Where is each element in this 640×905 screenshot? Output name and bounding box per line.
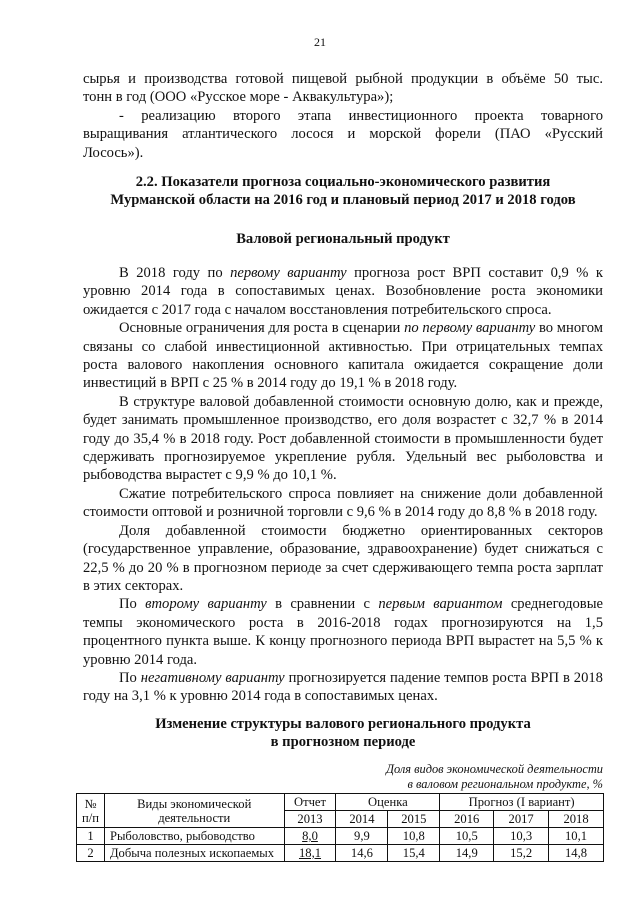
row-value: 18,1	[284, 845, 336, 862]
paragraph: По второму варианту в сравнении с первым вариантом среднегодовые темпы экономического роста в 2016-2018 годах прогнозируются на 1,5 процентного пункта выше. К концу прогнозного периода ВРП вырастет на 5,5 % к уровню 2014 года.	[83, 596, 603, 668]
header-year: 2015	[388, 811, 440, 828]
intro-line: тонн в год (ООО «Русское море - Аквакультура»);	[83, 89, 394, 106]
header-year: 2013	[284, 811, 336, 828]
header-year: 2017	[494, 811, 549, 828]
paragraph: Основные ограничения для роста в сценарии по первому варианту во многом связаны со слабой инвестиционной активностью. При отрицательных темпах роста валового накопления основного капитала ожидается сокращение доли инвестиций в ВРП с 25 % в 2014 году до 19,1 % в 2018 году.	[83, 320, 603, 392]
table-row	[77, 845, 604, 862]
row-value: 10,5	[440, 828, 494, 845]
row-value: 15,2	[494, 845, 549, 862]
table-title	[83, 715, 603, 752]
paragraph: Сжатие потребительского спроса повлияет на снижение доли добавленной стоимости оптовой и розничной торговли с 9,6 % в 2014 году до 8,8 % в 2018 году.	[83, 485, 603, 521]
page-number: 21	[314, 35, 326, 49]
intro-line: - реализацию второго этапа инвестиционного проекта товарного	[119, 107, 603, 124]
row-value: 15,4	[388, 845, 440, 862]
table-caption-line: в валовом региональном продукте, %	[407, 777, 603, 791]
table-title-line: в прогнозном периоде	[270, 734, 416, 751]
table-caption-line: Доля видов экономической деятельности	[386, 762, 603, 776]
row-value: 10,1	[549, 828, 604, 845]
intro-line: сырья и производства готовой пищевой рыбной продукции в объёме 50 тыс.	[83, 71, 603, 87]
row-value: 14,9	[440, 845, 494, 862]
table-row	[77, 828, 604, 845]
header-year: 2016	[440, 811, 494, 828]
row-activity: Добыча полезных ископаемых	[104, 845, 284, 862]
section-title	[83, 173, 603, 210]
row-number: 2	[77, 845, 105, 862]
row-value: 14,6	[336, 845, 388, 862]
header-estimate: Оценка	[336, 794, 440, 811]
row-value: 9,9	[336, 828, 388, 845]
section-title-line: 2.2. Показатели прогноза социально-экономического развития	[135, 174, 551, 190]
paragraph: В 2018 году по первому варианту прогноза рост ВРП составит 0,9 % к уровню 2014 года в сопоставимых ценах. Возобновление роста экономики ожидается с 2017 года с началом восстановления потребительского спроса.	[83, 265, 603, 318]
table-title-line: Изменение структуры валового регионального продукта	[155, 716, 531, 732]
structure-table	[76, 793, 604, 862]
paragraph: По негативному варианту прогнозируется падение темпов роста ВРП в 2018 году на 3,1 % к уровню 2014 года в сопоставимых ценах.	[83, 669, 603, 705]
row-value: 8,0	[284, 828, 336, 845]
intro-line: Лосось»).	[83, 144, 144, 161]
body-text	[83, 264, 603, 706]
intro-text	[83, 70, 603, 162]
row-value: 10,8	[388, 828, 440, 845]
row-number: 1	[77, 828, 105, 845]
paragraph: Доля добавленной стоимости бюджетно ориентированных секторов (государственное управление, образование, здравоохранение) будет снижаться с 22,5 % до 20 % в прогнозном периоде за счет сдерживающего темпа роста зарплат в этих секторах.	[83, 522, 603, 594]
row-activity: Рыболовство, рыбоводство	[104, 828, 284, 845]
intro-line: выращивания атлантического лосося и морской форели (ПАО «Русский	[83, 126, 603, 143]
header-forecast: Прогноз (I вариант)	[440, 794, 604, 811]
subsection-title: Валовой региональный продукт	[236, 231, 450, 247]
table-header-row	[77, 794, 604, 811]
header-year: 2018	[549, 811, 604, 828]
header-number: № п/п	[77, 794, 105, 828]
header-year: 2014	[336, 811, 388, 828]
section-title-line: Мурманской области на 2016 год и плановый период 2017 и 2018 годов	[110, 192, 576, 209]
paragraph: В структуре валовой добавленной стоимости основную долю, как и прежде, будет занимать промышленное производство, его доля возрастет с 32,7 % в 2014 году до 35,4 % в 2018 году. Рост добавленной стоимости в промышленности будет сдерживать прогнозируемое укрепление рубля. Удельный вес рыболовства и рыбоводства вырастет с 9,9 % до 10,1 %.	[83, 393, 603, 484]
row-value: 14,8	[549, 845, 604, 862]
header-activity: Виды экономической деятельности	[104, 794, 284, 828]
table-caption	[300, 762, 603, 792]
header-report: Отчет	[284, 794, 336, 811]
row-value: 10,3	[494, 828, 549, 845]
